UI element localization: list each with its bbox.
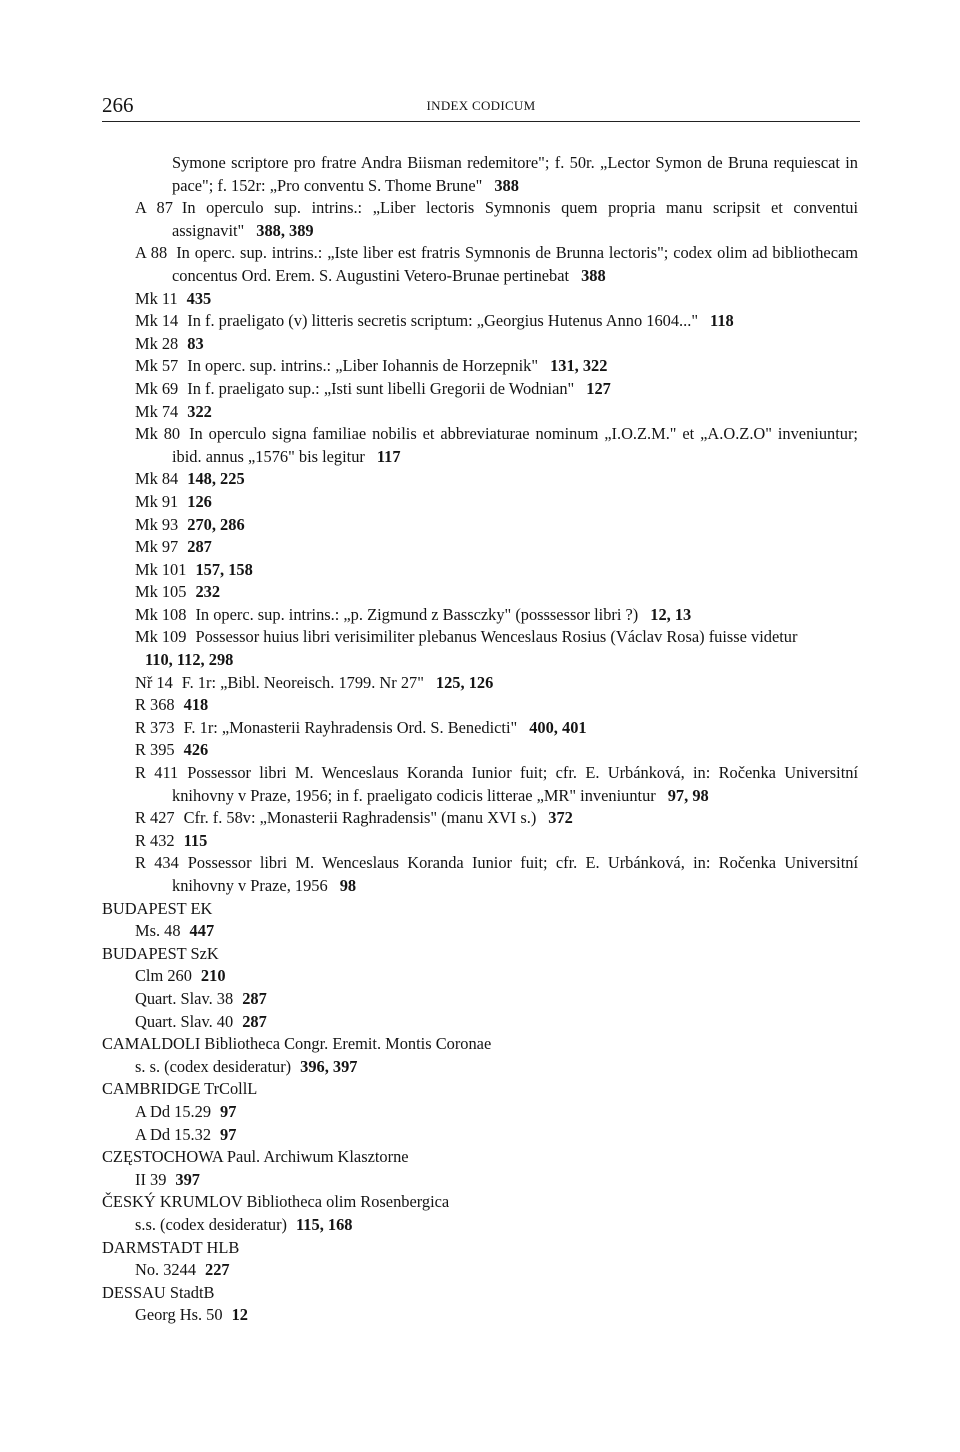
shelfmark: A 87: [135, 198, 173, 218]
index-entry: [102, 694, 858, 717]
index-entry: [102, 468, 858, 491]
index-entry: [102, 1101, 858, 1124]
index-entry: [102, 739, 858, 762]
library-name: DESSAU StadtB: [102, 1282, 215, 1302]
page-references: 125, 126: [435, 672, 494, 692]
entry-description: Cfr. f. 58v: „Monasterii Raghradensis" (manu XVI s.): [183, 808, 537, 828]
page-references: 118: [710, 311, 734, 331]
page-references: 270, 286: [187, 514, 245, 534]
index-entry: [102, 242, 858, 287]
shelfmark: Mk 97: [135, 537, 179, 557]
library-heading: [102, 1078, 858, 1101]
library-heading: [102, 1146, 858, 1169]
index-entry: [102, 536, 858, 559]
index-entry: [102, 830, 858, 853]
entry-description: Possessor libri M. Wenceslaus Koranda Iunior fuit; cfr. E. Urbánková, in: Ročenka Universitní knihovny v Praze, 1956: [172, 853, 859, 895]
page-references: 12, 13: [650, 604, 692, 624]
shelfmark: Mk 14: [135, 311, 179, 331]
page-references: 110, 112, 298: [145, 650, 234, 670]
index-entry: [102, 717, 858, 740]
shelfmark: A Dd 15.29: [135, 1101, 212, 1121]
shelfmark: Mk 105: [135, 582, 187, 602]
index-entry: [102, 333, 858, 356]
shelfmark: R 432: [135, 830, 175, 850]
entry-description: In operc. sup. intrins.: „Iste liber est fratris Symnonis de Brunna lectoris"; codex olim ad bibliothecam concentus Ord. Erem. S. Augustini Vetero-Brunae pertinebat: [172, 243, 859, 285]
page-references: 322: [187, 401, 212, 421]
index-entry: [102, 310, 858, 333]
page-references: 83: [187, 333, 204, 353]
index-entry: [102, 762, 858, 807]
shelfmark: R 395: [135, 740, 175, 760]
page-references: 388: [494, 175, 519, 195]
index-entry: [102, 378, 858, 401]
library-name: CAMBRIDGE TrCollL: [102, 1079, 258, 1099]
running-title: INDEX CODICUM: [426, 98, 536, 113]
library-heading: [102, 1282, 858, 1305]
shelfmark: Mk 109: [135, 627, 187, 647]
shelfmark: R 411: [135, 763, 179, 783]
index-entry: [102, 491, 858, 514]
page-references: 127: [586, 378, 611, 398]
shelfmark: Mk 28: [135, 333, 179, 353]
shelfmark: R 434: [135, 853, 179, 873]
shelfmark: A Dd 15.32: [135, 1124, 212, 1144]
page-references: 426: [183, 740, 209, 760]
index-entry: [102, 197, 858, 242]
library-heading: [102, 1237, 858, 1260]
shelfmark: Mk 91: [135, 491, 179, 511]
index-entry: [102, 1056, 858, 1079]
page-references: 287: [187, 537, 212, 557]
entry-description: In operc. sup. intrins.: „p. Zigmund z Bassczky" (posssessor libri ?): [195, 604, 639, 624]
index-entry: [102, 852, 858, 897]
shelfmark: Quart. Slav. 40: [135, 1011, 234, 1031]
library-heading: [102, 898, 858, 921]
shelfmark: R 373: [135, 717, 175, 737]
library-heading: [102, 1033, 858, 1056]
index-entry: [102, 920, 858, 943]
index-entry: [102, 423, 858, 468]
page-references: 287: [242, 1011, 267, 1031]
index-entry: [102, 1124, 858, 1147]
entry-description: In operc. sup. intrins.: „Liber Iohannis de Horzepnik": [187, 356, 539, 376]
page-references: 97: [220, 1101, 237, 1121]
entry-description: In f. praeligato (v) litteris secretis scriptum: „Georgius Hutenus Anno 1604...": [187, 311, 699, 331]
header-rule: [102, 121, 860, 122]
index-entry: [102, 401, 858, 424]
page-references: 131, 322: [550, 356, 608, 376]
page-header: [102, 93, 860, 121]
index-entry: [102, 152, 858, 197]
library-name: CAMALDOLI Bibliotheca Congr. Eremit. Montis Coronae: [102, 1034, 492, 1054]
index-entry: [102, 581, 858, 604]
page-references: 97: [220, 1124, 237, 1144]
page-references: 372: [548, 808, 573, 828]
index-entry: [102, 604, 858, 627]
shelfmark: s.s. (codex desideratur): [135, 1214, 288, 1234]
page-references: 396, 397: [300, 1056, 358, 1076]
shelfmark: Mk 57: [135, 356, 179, 376]
page-references: 232: [195, 582, 221, 602]
page-references: 227: [205, 1260, 230, 1280]
index-entry: [102, 1214, 858, 1237]
page-references: 287: [242, 988, 267, 1008]
shelfmark: R 368: [135, 695, 175, 715]
index-entry: [102, 807, 858, 830]
shelfmark: Mk 93: [135, 514, 179, 534]
page-references: 388, 389: [256, 220, 314, 240]
index-list: [102, 152, 858, 1327]
shelfmark: II 39: [135, 1169, 167, 1189]
library-heading: [102, 943, 858, 966]
entry-description: Symone scriptore pro fratre Andra Biisman redemitore"; f. 50r. „Lector Symon de Bruna requiescat in pace"; f. 152r: „Pro conventu S. Thome Brune": [172, 153, 858, 195]
library-name: ČESKÝ KRUMLOV Bibliotheca olim Rosenbergica: [102, 1192, 450, 1212]
index-entry: [102, 1169, 858, 1192]
index-entry: [102, 355, 858, 378]
index-entry: [102, 988, 858, 1011]
page-references: 115: [183, 830, 208, 850]
page-references: 397: [175, 1169, 200, 1189]
page-references: 117: [376, 446, 401, 466]
shelfmark: Mk 74: [135, 401, 179, 421]
index-entry: [102, 559, 858, 582]
library-name: DARMSTADT HLB: [102, 1237, 240, 1257]
index-entry: [102, 1011, 858, 1034]
shelfmark: Mk 108: [135, 604, 187, 624]
entry-description: In operculo signa familiae nobilis et abbreviaturae nominum „I.O.Z.M." et „A.O.Z.O" inveniuntur; ibid. annus „1576" bis legitur: [172, 424, 858, 466]
shelfmark: Nř 14: [135, 672, 173, 692]
page-references: 98: [339, 876, 357, 895]
shelfmark: Mk 80: [135, 424, 181, 444]
shelfmark: Mk 101: [135, 559, 187, 579]
page-references: 388: [581, 265, 606, 285]
page-references: 435: [186, 288, 212, 308]
library-name: BUDAPEST EK: [102, 898, 213, 918]
index-entry: [102, 672, 858, 695]
index-entry: [102, 288, 858, 311]
page-references: 418: [183, 695, 209, 715]
index-entry: [102, 1259, 858, 1282]
library-heading: [102, 1191, 858, 1214]
shelfmark: A 88: [135, 243, 168, 263]
shelfmark: Quart. Slav. 38: [135, 988, 234, 1008]
index-entry: [102, 626, 858, 671]
shelfmark: Georg Hs. 50: [135, 1305, 223, 1325]
entry-description: Possessor libri M. Wenceslaus Koranda Iunior fuit; cfr. E. Urbánková, in: Ročenka Universitní knihovny v Praze, 1956; in f. praeligato codicis litterae „MR" inveniuntur: [172, 763, 859, 805]
page-references: 148, 225: [187, 469, 245, 489]
shelfmark: No. 3244: [135, 1260, 197, 1280]
library-name: CZĘSTOCHOWA Paul. Archiwum Klasztorne: [102, 1147, 409, 1167]
entry-description: Possessor huius libri verisimiliter plebanus Wenceslaus Rosius (Václav Rosa) fuisse videtur: [195, 627, 798, 647]
page-references: 97, 98: [667, 785, 709, 805]
page-number: 266: [102, 93, 134, 117]
shelfmark: Mk 11: [135, 288, 178, 308]
page-references: 210: [200, 966, 226, 986]
index-entry: [102, 1304, 858, 1327]
page-references: 447: [189, 921, 215, 941]
entry-description: F. 1r: „Bibl. Neoreisch. 1799. Nr 27": [181, 672, 424, 692]
entry-description: In operculo sup. intrins.: „Liber lectoris Symnonis quem propria manu scripsit et conventui assignavit": [172, 198, 859, 240]
shelfmark: Ms. 48: [135, 921, 181, 941]
shelfmark: s. s. (codex desideratur): [135, 1056, 292, 1076]
shelfmark: Mk 84: [135, 469, 179, 489]
shelfmark: Mk 69: [135, 378, 179, 398]
index-entry: [102, 965, 858, 988]
page-references: 400, 401: [529, 717, 587, 737]
shelfmark: Clm 260: [135, 966, 192, 986]
page-references: 115, 168: [296, 1214, 353, 1234]
page-references: 12: [231, 1305, 248, 1325]
entry-description: In f. praeligato sup.: „Isti sunt libelli Gregorii de Wodnian": [187, 378, 575, 398]
entry-description: F. 1r: „Monasterii Rayhradensis Ord. S. Benedicti": [183, 717, 518, 737]
shelfmark: R 427: [135, 808, 175, 828]
index-entry: [102, 514, 858, 537]
library-name: BUDAPEST SzK: [102, 943, 219, 963]
page-references: 157, 158: [195, 559, 253, 579]
page-references: 126: [187, 491, 212, 511]
